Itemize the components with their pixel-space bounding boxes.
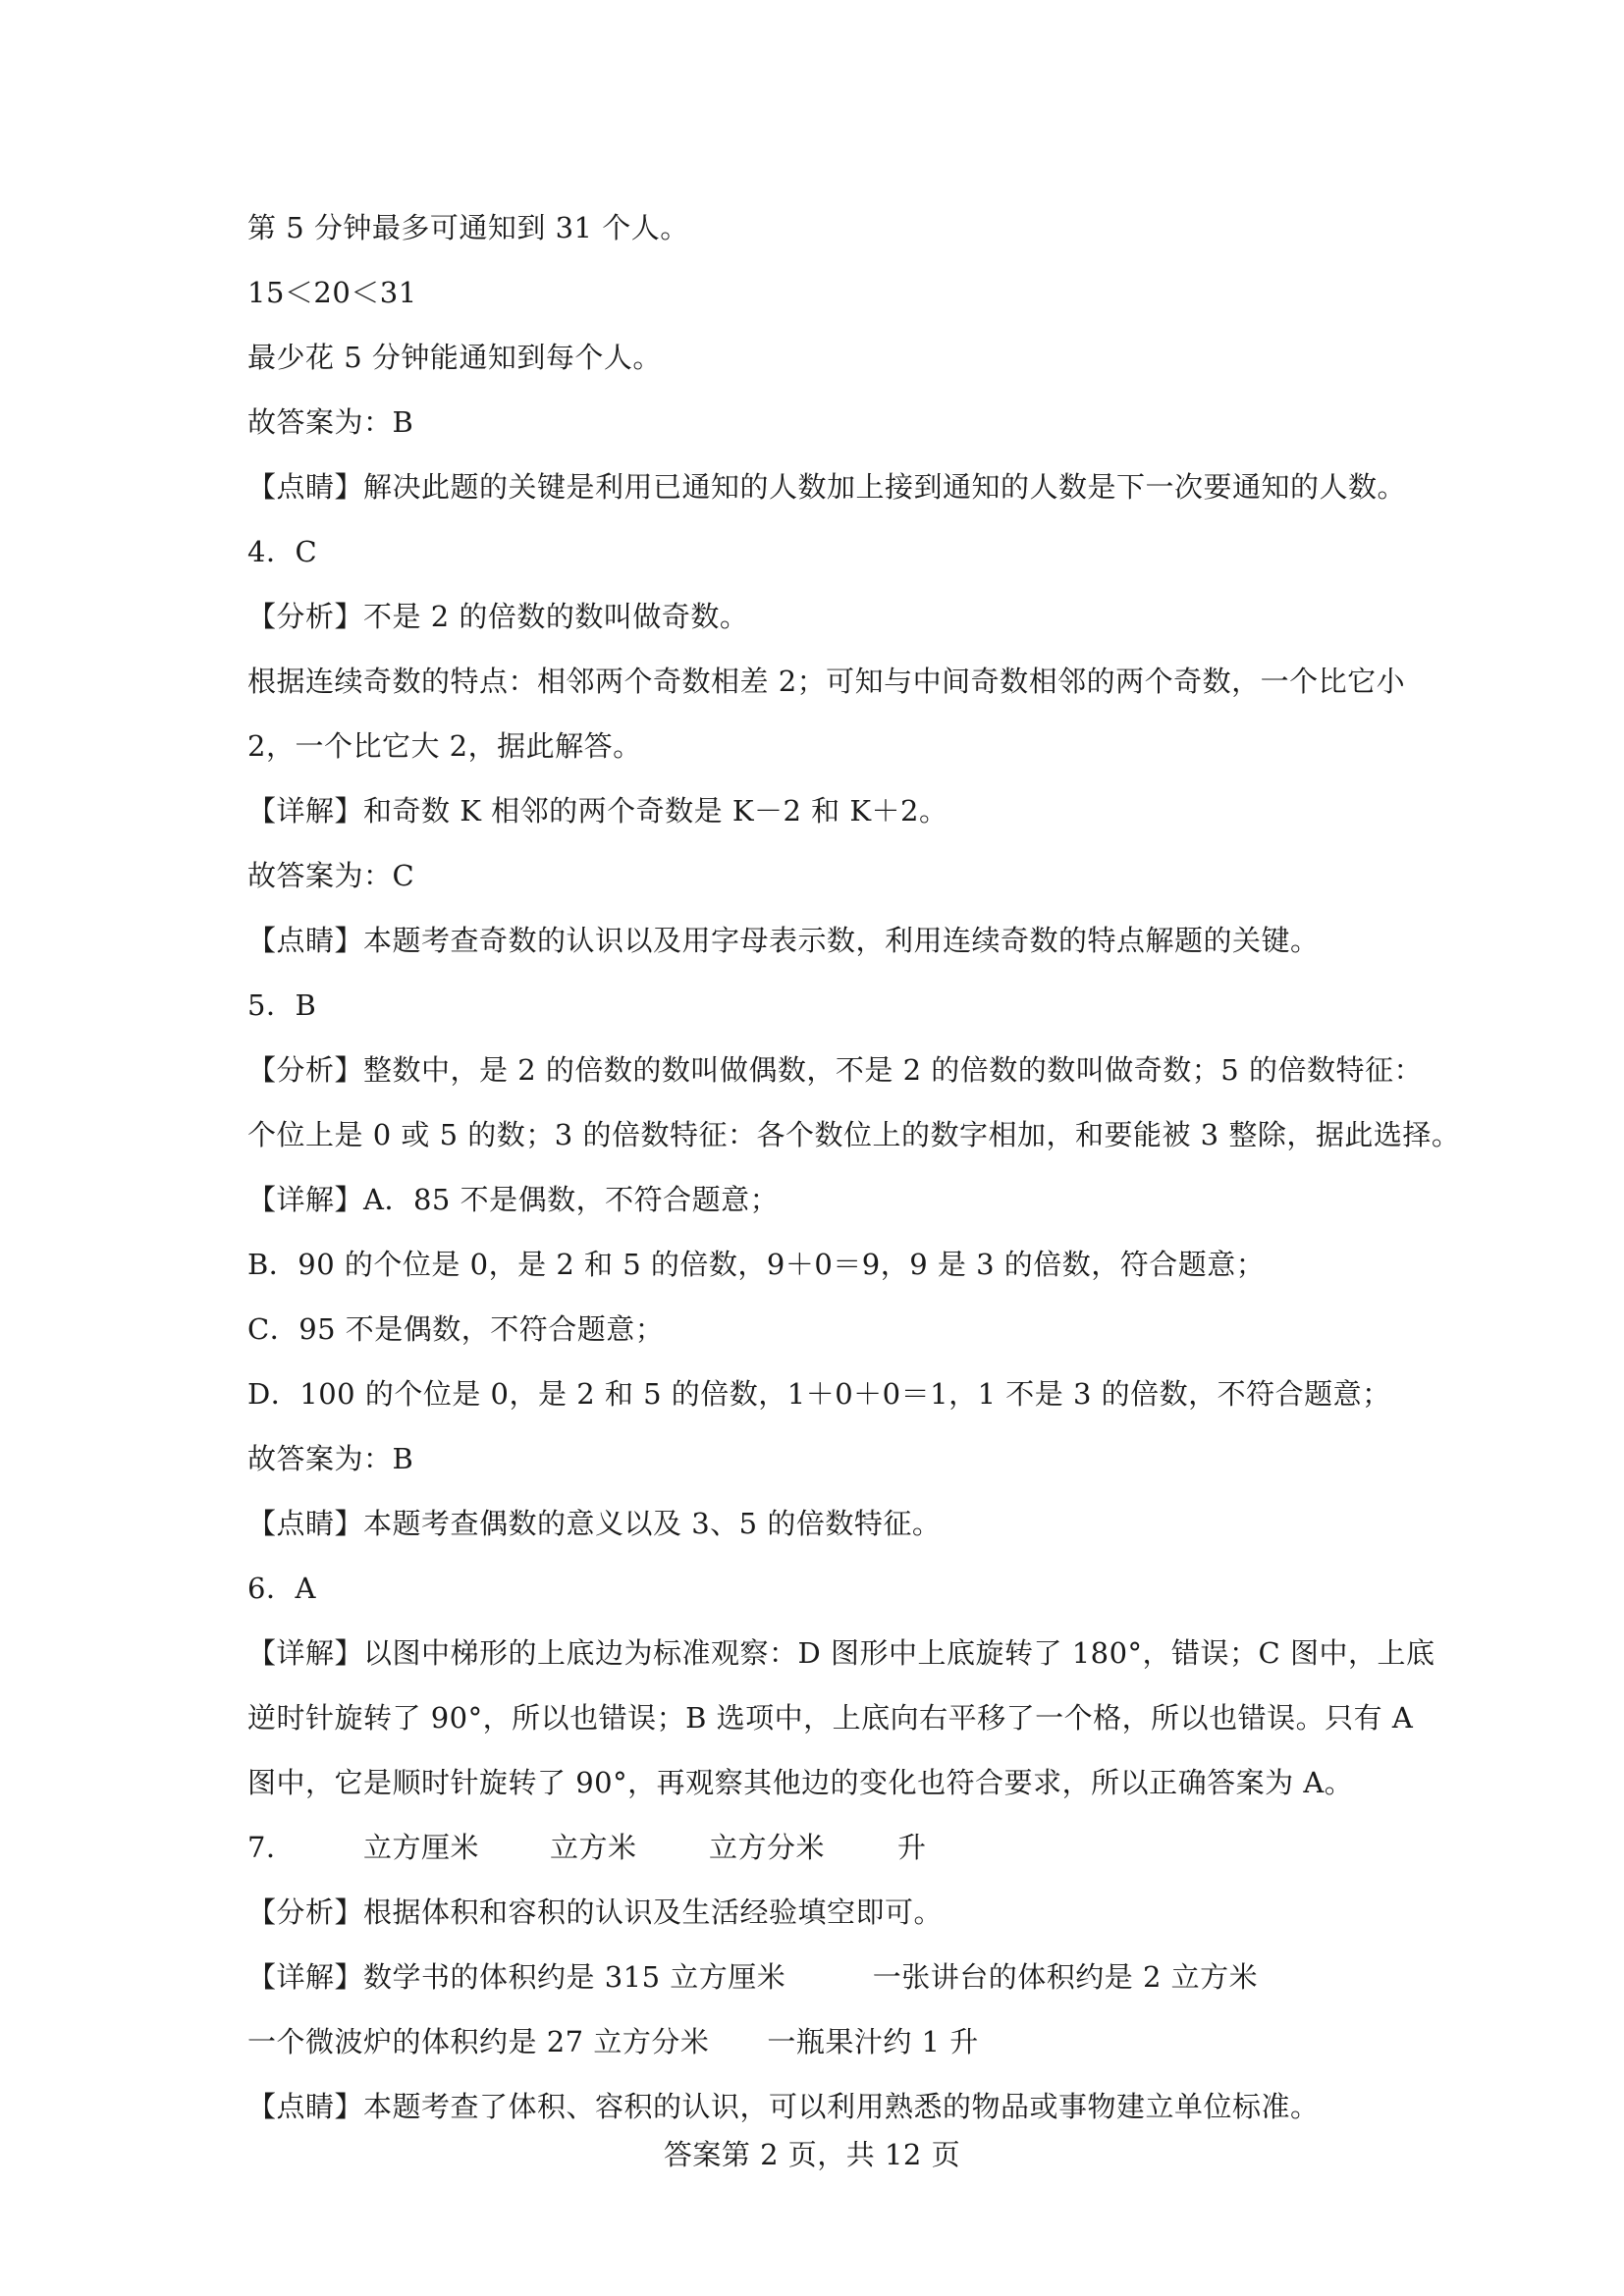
text-line: 【分析】不是 2 的倍数的数叫做奇数。 — [247, 600, 749, 633]
answer-blank: 立方厘米 — [363, 1831, 480, 1864]
text-line: B．90 的个位是 0，是 2 和 5 的倍数，9＋0＝9，9 是 3 的倍数，符合题意； — [247, 1248, 1266, 1281]
answer-blank: 升 — [897, 1831, 927, 1864]
question-number: 4．C — [247, 535, 318, 568]
text-line: 根据连续奇数的特点：相邻两个奇数相差 2；可知与中间奇数相邻的两个奇数，一个比它小 — [247, 665, 1406, 698]
text-line: 【点睛】本题考查了体积、容积的认识，可以利用熟悉的物品或事物建立单位标准。 — [247, 2090, 1320, 2123]
text-line: 个位上是 0 或 5 的数；3 的倍数特征：各个数位上的数字相加，和要能被 3 整除，据此选择。 — [247, 1118, 1461, 1151]
text-line: 最少花 5 分钟能通知到每个人。 — [247, 341, 662, 374]
text-line: 【详解】A．85 不是偶数，不符合题意； — [247, 1183, 780, 1216]
text-line: 【详解】数学书的体积约是 315 立方厘米 一张讲台的体积约是 2 立方米 — [247, 1960, 1259, 1994]
text-line: 故答案为：C — [247, 859, 415, 892]
question-number: 6．A — [247, 1572, 316, 1605]
question-number: 5．B — [247, 988, 317, 1022]
text-line: 【详解】和奇数 K 相邻的两个奇数是 K－2 和 K＋2。 — [247, 794, 948, 828]
answer-blank: 立方米 — [550, 1831, 637, 1864]
text-line: 15＜20＜31 — [247, 276, 417, 309]
text-line: 故答案为：B — [247, 1442, 414, 1475]
text-line: 【分析】整数中，是 2 的倍数的数叫做偶数，不是 2 的倍数的数叫做奇数；5 的倍数特征： — [247, 1053, 1423, 1087]
text-line: 故答案为：B — [247, 405, 414, 439]
text-line: D．100 的个位是 0，是 2 和 5 的倍数，1＋0＋0＝1，1 不是 3 的倍数，不符合题意； — [247, 1377, 1391, 1411]
question-number: 7． — [247, 1831, 296, 1864]
text-line: 第 5 分钟最多可通知到 31 个人。 — [247, 211, 689, 244]
text-line: C．95 不是偶数，不符合题意； — [247, 1312, 665, 1346]
page-footer: 答案第 2 页，共 12 页 — [663, 2138, 961, 2171]
text-line: 【点睛】本题考查偶数的意义以及 3、5 的倍数特征。 — [247, 1507, 942, 1540]
text-line: 逆时针旋转了 90°，所以也错误；B 选项中，上底向右平移了一个格，所以也错误。只有 A — [247, 1701, 1414, 1735]
text-line: 【点睛】解决此题的关键是利用已通知的人数加上接到通知的人数是下一次要通知的人数。 — [247, 470, 1407, 504]
question-7-answers — [247, 1828, 927, 1867]
answer-blank: 立方分米 — [709, 1831, 826, 1864]
text-line: 一个微波炉的体积约是 27 立方分米 一瓶果汁约 1 升 — [247, 2025, 979, 2058]
text-line: 【分析】根据体积和容积的认识及生活经验填空即可。 — [247, 1896, 944, 1929]
text-line: 图中，它是顺时针旋转了 90°，再观察其他边的变化也符合要求，所以正确答案为 A。 — [247, 1766, 1354, 1799]
text-line: 2，一个比它大 2，据此解答。 — [247, 729, 642, 763]
text-line: 【详解】以图中梯形的上底边为标准观察：D 图形中上底旋转了 180°，错误；C 图中，上底 — [247, 1636, 1435, 1670]
text-line: 【点睛】本题考查奇数的认识以及用字母表示数，利用连续奇数的特点解题的关键。 — [247, 924, 1320, 957]
